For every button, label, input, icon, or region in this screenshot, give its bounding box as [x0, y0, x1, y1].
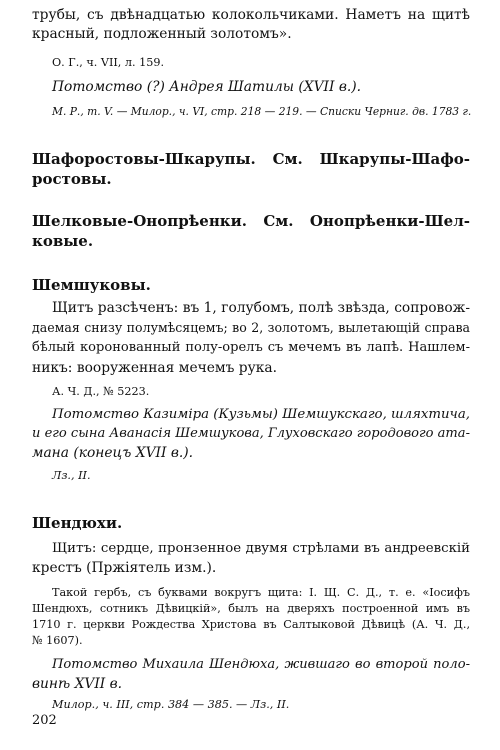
entry-heading: ковые.: [32, 232, 94, 250]
text-line: даемая снизу полумѣсяцемъ; во 2, золотомъ, вылетающій справа: [32, 320, 470, 335]
text-line: Шендюхъ, сотникъ Дѣвицкій», былъ на дверяхъ построенной имъ въ: [32, 602, 470, 615]
descent-note: Потомство Михаила Шендюха, жившаго во второй поло-: [52, 657, 470, 672]
source-reference: О. Г., ч. VII, л. 159.: [52, 56, 165, 69]
entry-heading: Шемшуковы.: [32, 276, 151, 294]
text-line: крестъ (Пржіятель изм.).: [32, 560, 217, 576]
source-reference: Милор., ч. III, стр. 384 — 385. — Лз., II.: [52, 698, 290, 711]
text-line: № 1607).: [32, 634, 83, 647]
text-line: 1710 г. церкви Рождества Христова въ Салтыковой Дѣвицѣ (А. Ч. Д.,: [32, 618, 470, 631]
descent-note: и его сына Аванасія Шемшукова, Глуховскаго городового ата-: [32, 426, 470, 441]
entry-heading: ростовы.: [32, 170, 112, 188]
text-line: трубы, съ двѣнадцатью колокольчиками. Наметъ на щитѣ: [32, 7, 470, 23]
entry-heading: Шафоростовы-Шкарупы. См. Шкарупы-Шафо-: [32, 150, 470, 168]
text-line: красный, подложенный золотомъ».: [32, 26, 292, 42]
descent-note: мана (конецъ XVII в.).: [32, 445, 194, 461]
text-line: никъ: вооруженная мечемъ рука.: [32, 360, 277, 376]
descent-note: Потомство (?) Андрея Шатилы (XVII в.).: [52, 79, 362, 95]
text-line: Щитъ: сердце, пронзенное двумя стрѣлами въ андреевскій: [52, 541, 470, 556]
entry-heading: Шелковые-Онопрѣенки. См. Онопрѣенки-Шел-: [32, 212, 470, 230]
descent-note: Потомство Казиміра (Кузьмы) Шемшукскаго, шляхтича,: [52, 407, 470, 422]
text-line: Такой гербъ, съ буквами вокругъ щита: I. Щ. С. Д., т. е. «Іосифъ: [52, 586, 470, 599]
text-line: Щитъ разсѣченъ: въ 1, голубомъ, полѣ звѣзда, сопровож-: [52, 300, 470, 316]
page-number: 202: [32, 713, 57, 728]
descent-note: винѣ XVII в.: [32, 676, 123, 692]
source-reference: Лз., II.: [52, 469, 91, 482]
text-line: бѣлый коронованный полу-орелъ съ мечемъ въ лапѣ. Нашлем-: [32, 340, 470, 355]
source-reference: М. Р., т. V. — Милор., ч. VI, стр. 218 — 219. — Списки Черниг. дв. 1783 г.: [52, 105, 472, 118]
source-reference: А. Ч. Д., № 5223.: [52, 385, 150, 398]
entry-heading: Шендюхи.: [32, 514, 123, 532]
